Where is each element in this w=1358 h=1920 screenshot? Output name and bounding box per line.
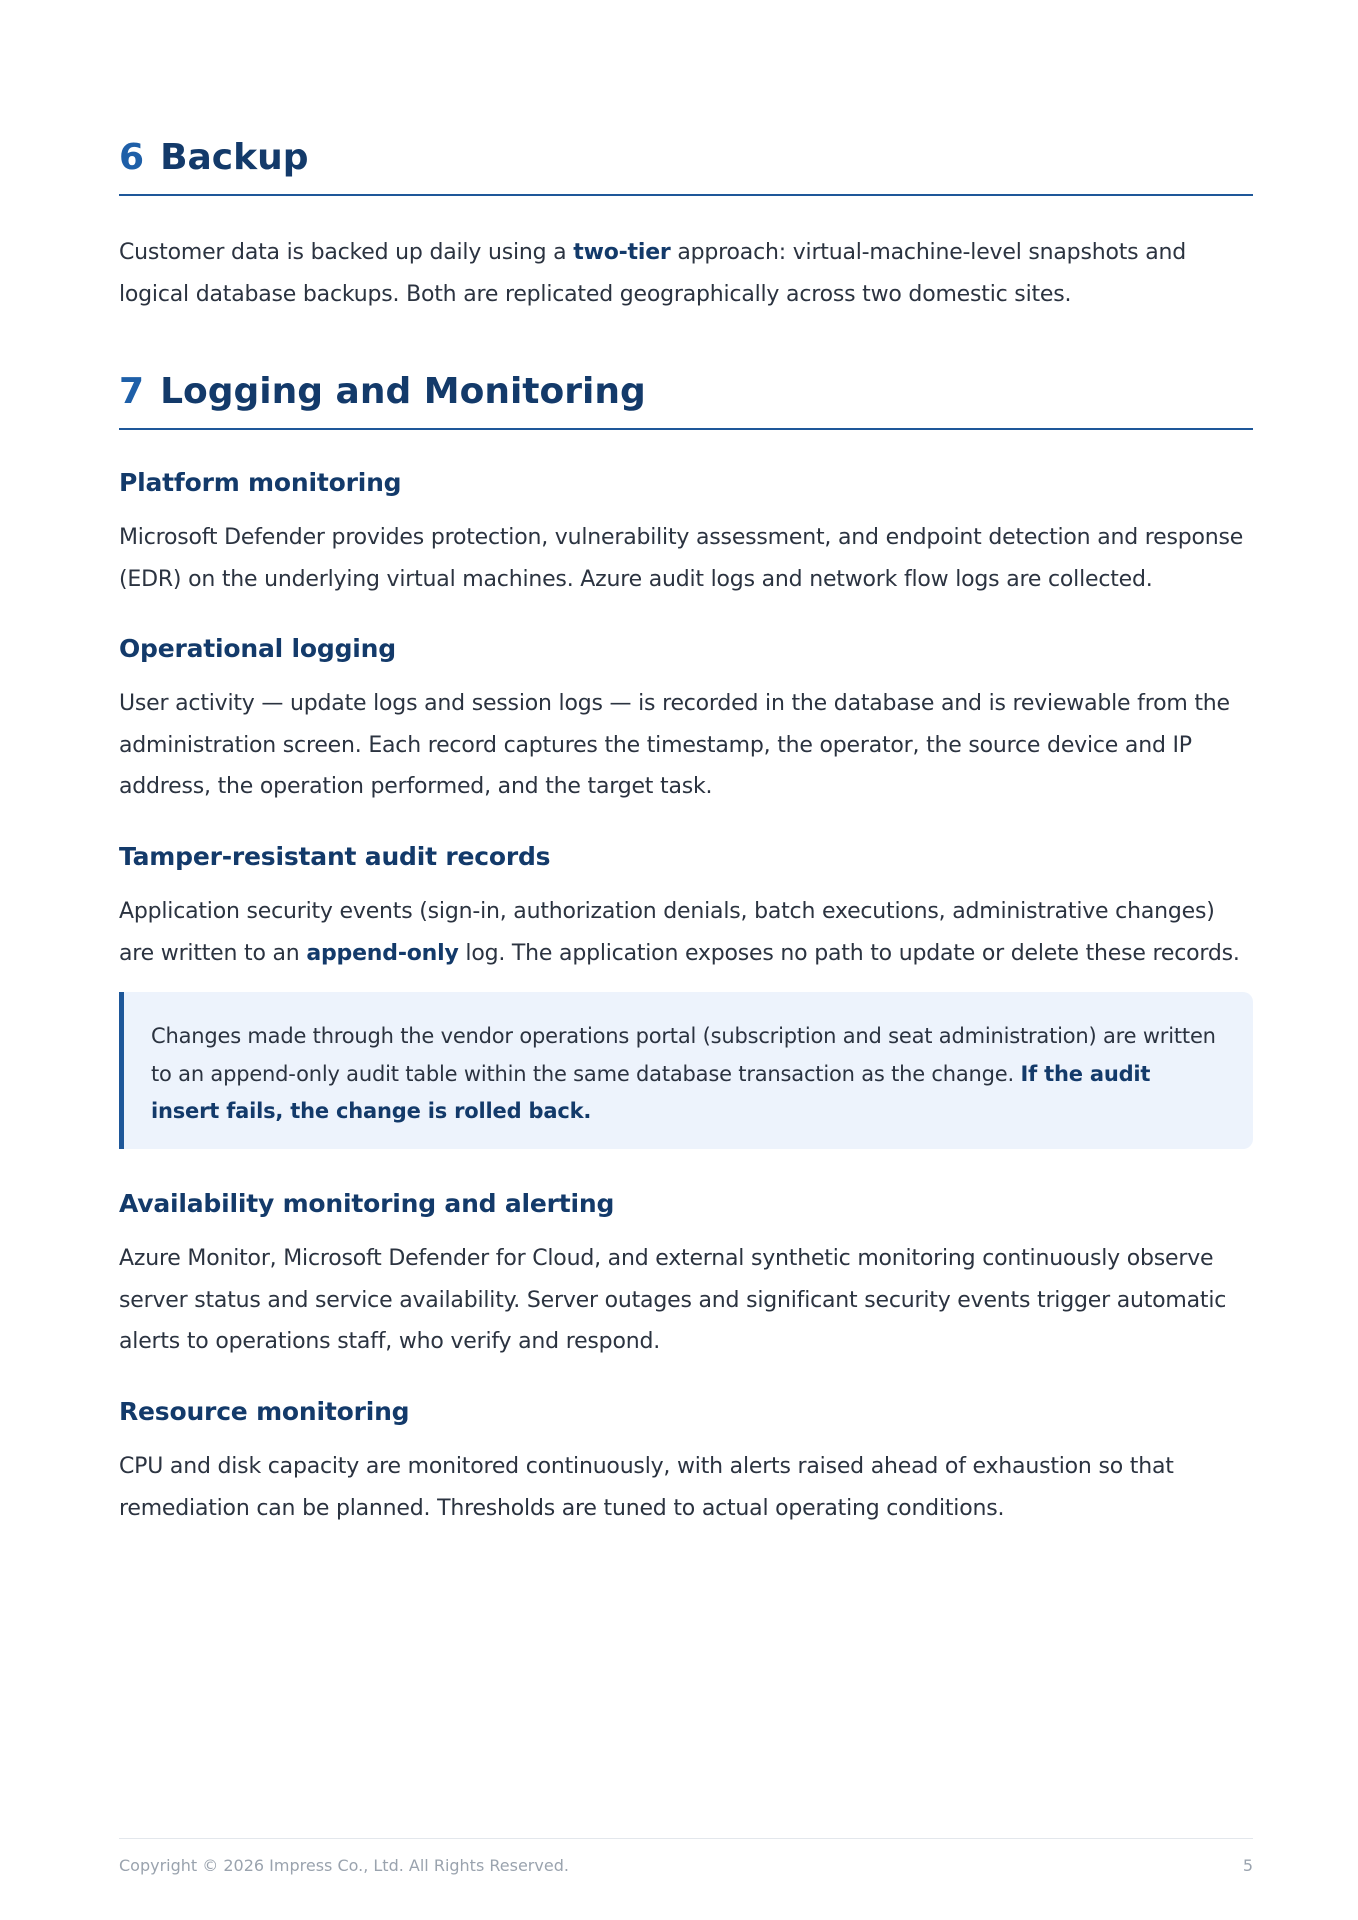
- section-number: 7: [119, 371, 145, 412]
- availability-monitoring-paragraph: Azure Monitor, Microsoft Defender for Cloud, and external synthetic monitoring continuously observe server status and service availability. Server outages and significant security events trigger automatic alerts to operations staff, who verify and respond.: [119, 1246, 1227, 1354]
- emphasis-two-tier: two-tier: [573, 240, 671, 265]
- footer-copyright: Copyright © 2026 Impress Co., Ltd. All Rights Reserved.: [119, 1856, 569, 1875]
- section-number: 6: [119, 137, 145, 178]
- subheading-resource-monitoring: Resource monitoring: [119, 1397, 410, 1426]
- tamper-resistant-paragraph: [119, 891, 1253, 974]
- text-run: log. The application exposes no path to update or delete these records.: [458, 940, 1240, 966]
- footer-divider: [119, 1838, 1253, 1839]
- page-number: 5: [1242, 1856, 1253, 1875]
- section-title: Logging and Monitoring: [160, 371, 646, 412]
- subheading-operational-logging: Operational logging: [119, 634, 396, 663]
- text-run: Customer data is backed up daily using a: [119, 240, 574, 265]
- platform-monitoring-paragraph: Microsoft Defender provides protection, vulnerability assessment, and endpoint detection and response (EDR) on the underlying virtual machines. Azure audit logs and network flow logs are collected.: [119, 525, 1244, 592]
- section-heading-backup: [119, 134, 1253, 196]
- resource-monitoring-paragraph: CPU and disk capacity are monitored continuously, with alerts raised ahead of exhaustion so that remediation can be planned. Thresholds are tuned to actual operating conditions.: [119, 1454, 1174, 1521]
- emphasis-append-only: append-only: [306, 940, 459, 966]
- text-run: Changes made through the vendor operations portal (subscription and seat administration) are written to an append-only audit table within the same database transaction as the change.: [151, 1024, 1216, 1086]
- operational-logging-paragraph: User activity — update logs and session logs — is recorded in the database and is reviewable from the administration screen. Each record captures the timestamp, the operator, the source device and IP address, the operation performed, and the target task.: [119, 691, 1230, 799]
- subheading-platform-monitoring: Platform monitoring: [119, 468, 402, 497]
- backup-paragraph: [119, 232, 1253, 315]
- text-run: approach: virtual-machine-level snapshots and logical database backups. Both are replicated geographically across two domestic sites.: [119, 240, 1186, 307]
- callout-note: [119, 992, 1253, 1149]
- text-run: Application security events (sign-in, authorization denials, batch executions, administrative changes) are written to an: [119, 899, 1215, 966]
- subheading-tamper-resistant: Tamper-resistant audit records: [119, 842, 551, 871]
- section-title: Backup: [160, 137, 309, 178]
- document-page: [119, 0, 1253, 1920]
- section-heading-logging: [119, 368, 1253, 430]
- callout-emphasis: If the audit insert fails, the change is rolled back.: [151, 1061, 1151, 1123]
- subheading-availability-monitoring: Availability monitoring and alerting: [119, 1189, 615, 1218]
- callout-text: [151, 1018, 1223, 1131]
